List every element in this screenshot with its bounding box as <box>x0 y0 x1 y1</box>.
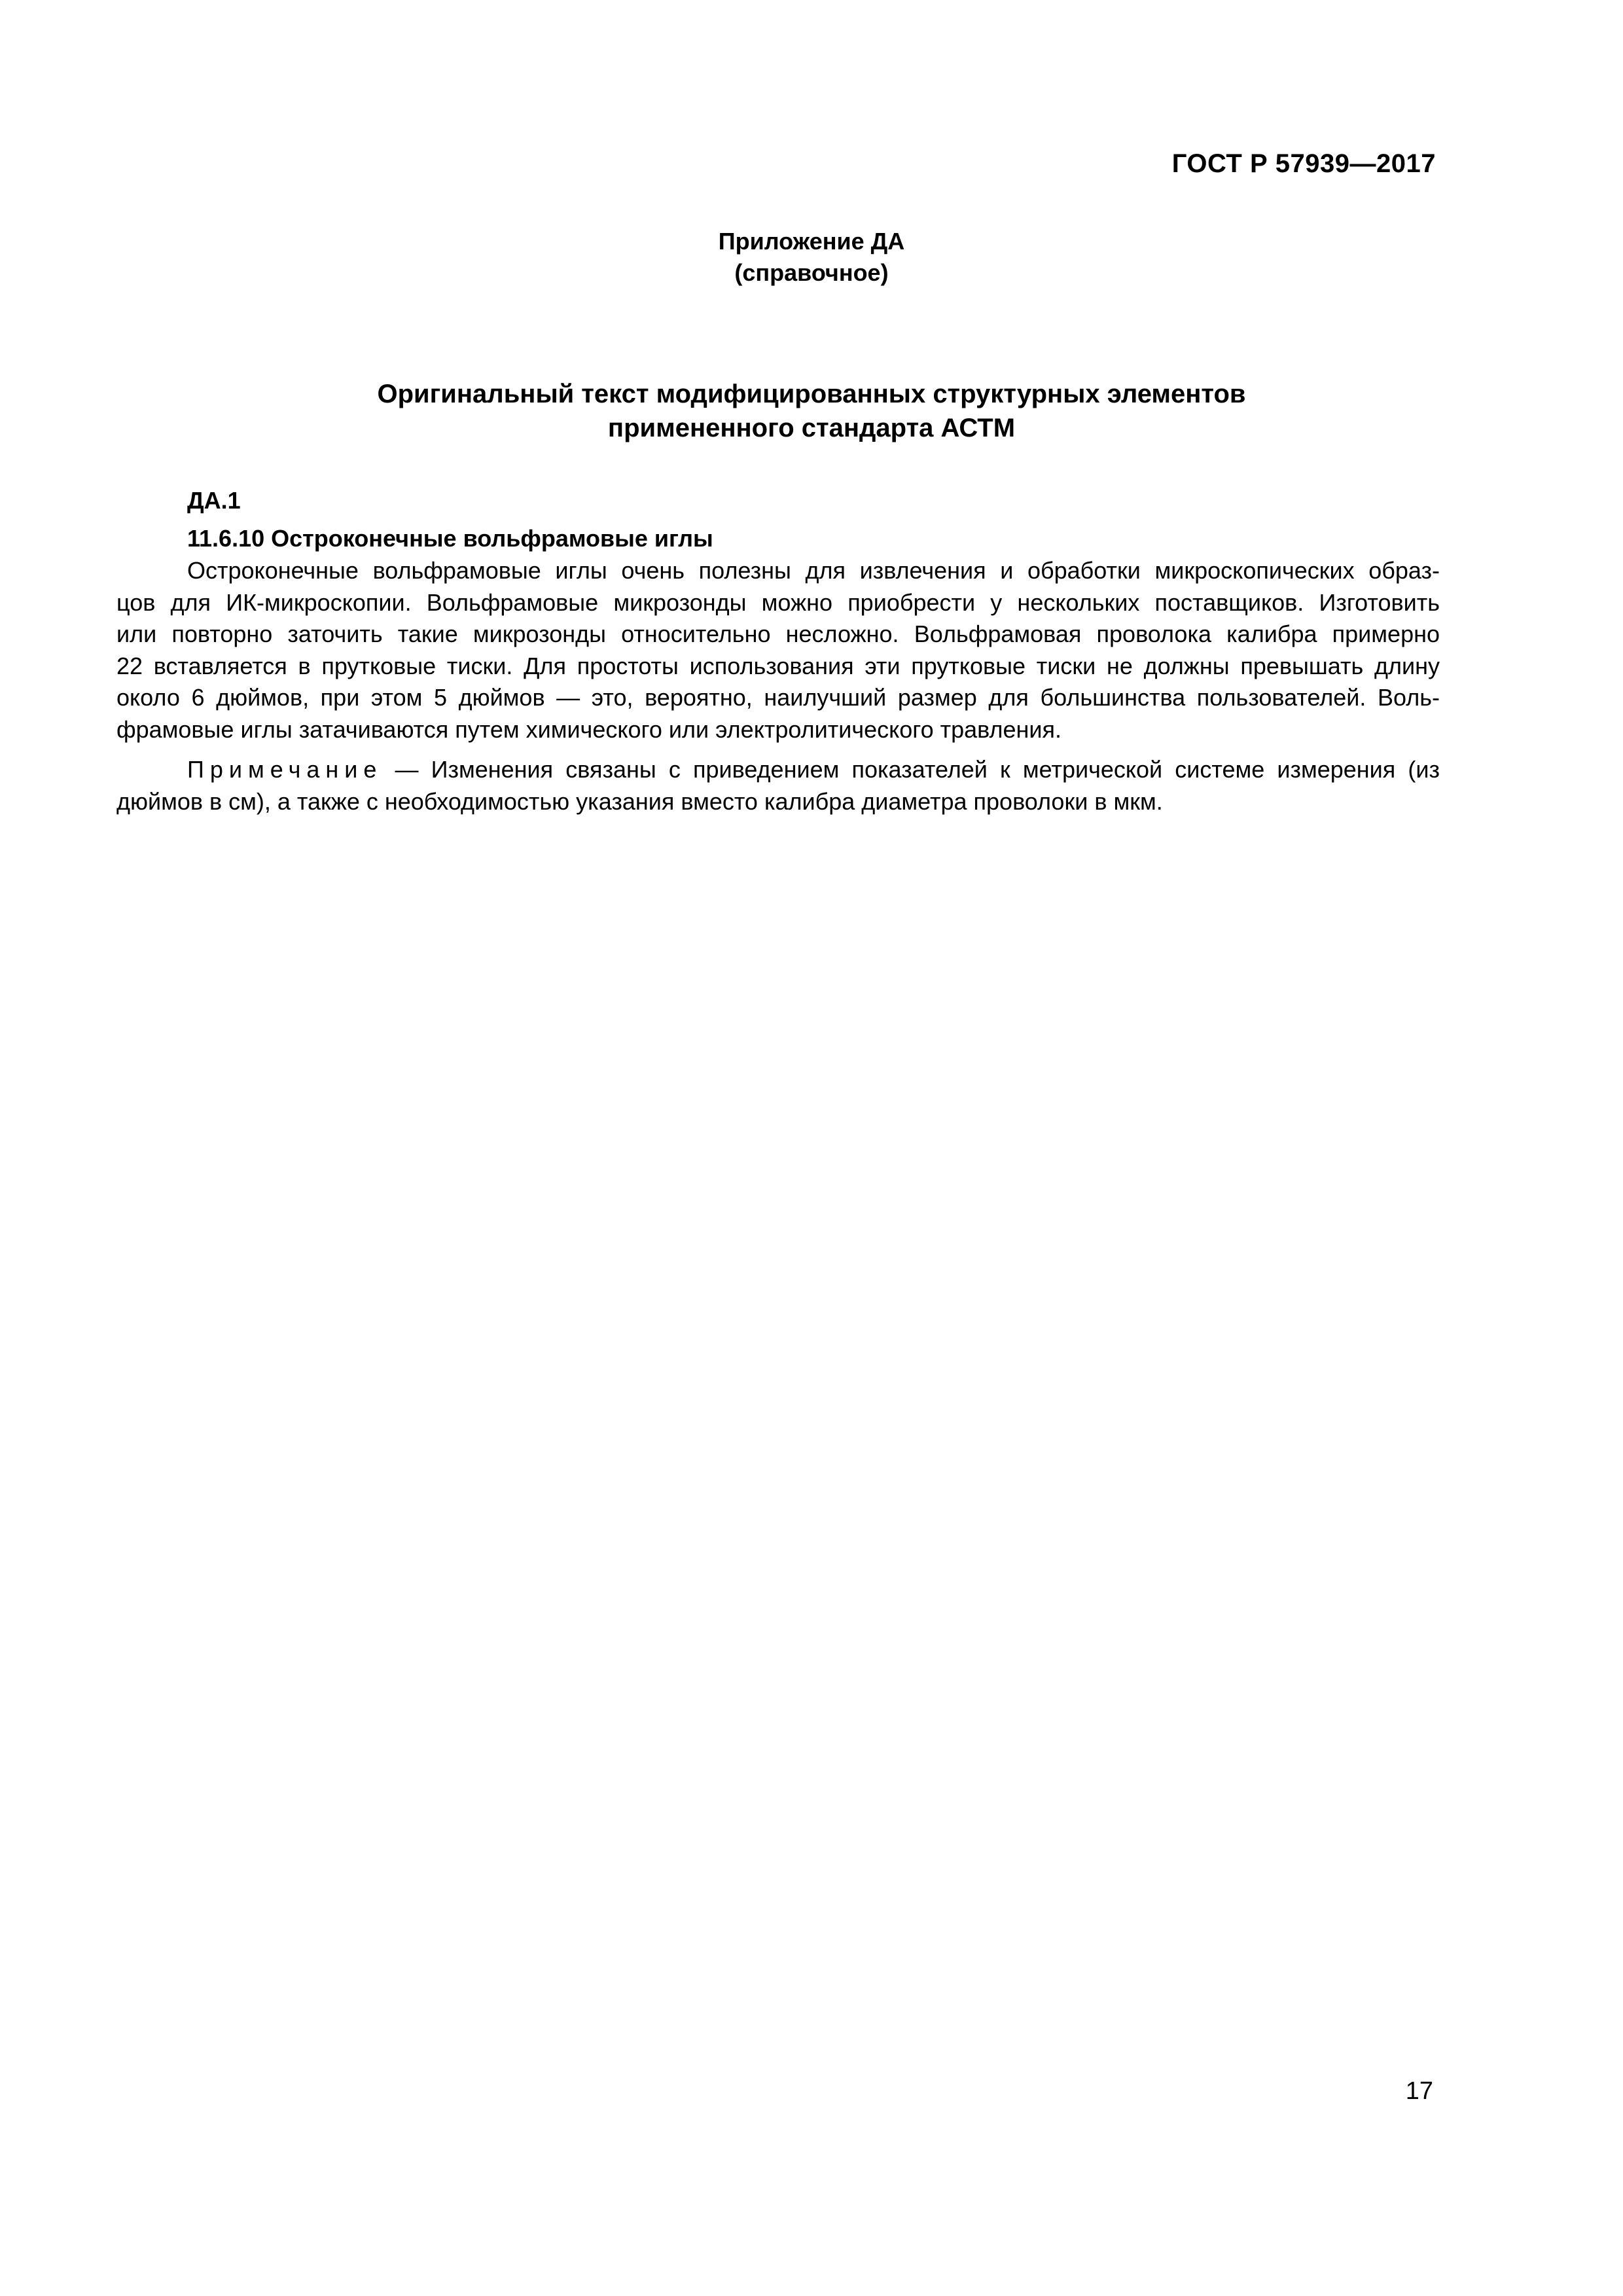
note-block <box>116 754 1440 817</box>
annex-title: Приложение ДА <box>718 228 905 255</box>
note-label: Примечание <box>187 756 383 783</box>
body-paragraph <box>116 555 1440 745</box>
document-code: ГОСТ Р 57939—2017 <box>1171 149 1436 178</box>
annex-subtitle: (справочное) <box>734 259 889 286</box>
section-heading-line1: Оригинальный текст модифицированных структурных элементов <box>377 380 1246 408</box>
note-text: — Изменения связаны с приведением показателей к метрической системе измерения (из <box>382 756 1440 783</box>
page-number: 17 <box>1405 2077 1433 2105</box>
paragraph-line: Остроконечные вольфрамовые иглы очень полезны для извлечения и обработки микроскопических образ- <box>187 557 1440 584</box>
clause-number: ДА.1 <box>187 487 241 514</box>
note-line <box>116 754 1440 786</box>
paragraph-line: около 6 дюймов, при этом 5 дюймов — это, вероятно, наилучший размер для большинства пользователей. Воль- <box>116 684 1440 711</box>
paragraph-line: фрамовые иглы затачиваются путем химического или электролитического травления. <box>116 715 1061 743</box>
paragraph-line: 22 вставляется в прутковые тиски. Для простоты использования эти прутковые тиски не должны превышать длину <box>116 652 1440 679</box>
subclause-title: 11.6.10 Остроконечные вольфрамовые иглы <box>187 525 713 552</box>
section-heading <box>0 377 1623 445</box>
note-line: дюймов в см), а также с необходимостью указания вместо калибра диаметра проволоки в мкм. <box>116 787 1163 815</box>
section-heading-line2: примененного стандарта АСТМ <box>607 414 1016 442</box>
paragraph-line: цов для ИК-микроскопии. Вольфрамовые микрозонды можно приобрести у нескольких поставщиков. Изготовить <box>116 588 1440 616</box>
paragraph-line: или повторно заточить такие микрозонды относительно несложно. Вольфрамовая проволока калибра примерно <box>116 620 1440 647</box>
